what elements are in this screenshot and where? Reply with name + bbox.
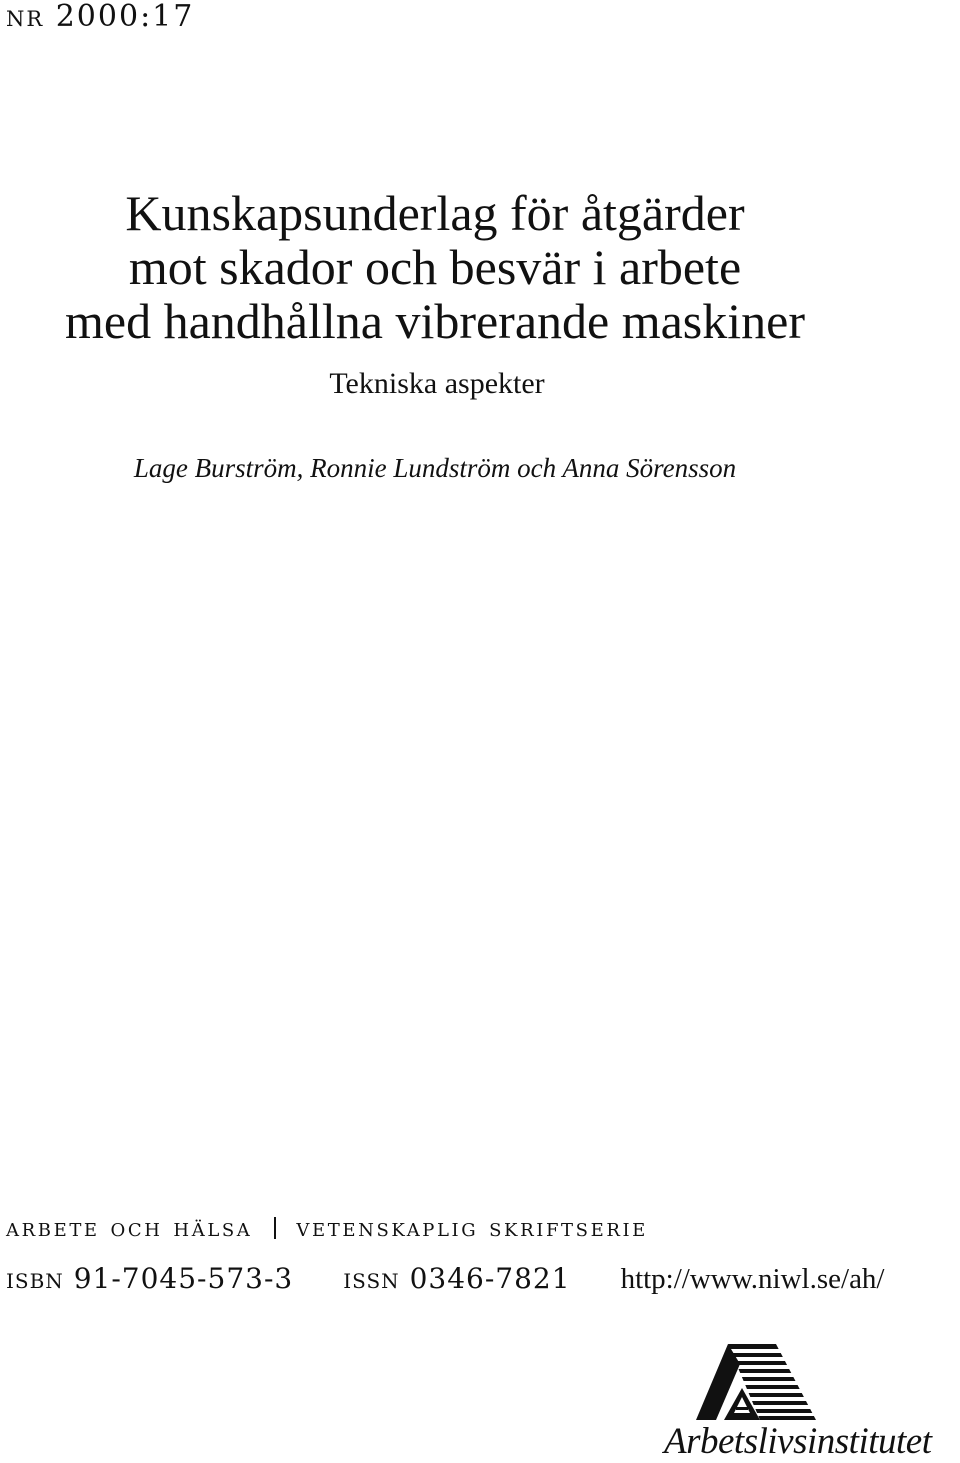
title-line-1: Kunskapsunderlag för åtgärder (125, 185, 745, 241)
series-line (6, 1211, 648, 1245)
institute-logo-icon (696, 1344, 816, 1424)
website-url[interactable]: http://www.niwl.se/ah/ (620, 1263, 885, 1295)
series-name: arbete och hälsa (6, 1213, 253, 1243)
arbetslivsinstitutet-logo (662, 1344, 958, 1463)
identifiers (6, 1261, 885, 1297)
series-divider (274, 1217, 276, 1239)
title-line-2: mot skador och besvär i arbete (128, 239, 742, 295)
series-number: nr 2000:17 (6, 0, 195, 34)
document-subtitle: Tekniska aspekter (329, 367, 545, 400)
logo-wordmark: Arbetslivsinstitutet (664, 1421, 932, 1462)
document-title (0, 186, 870, 348)
title-line-3: med handhållna vibrerande maskiner (65, 293, 805, 349)
isbn: isbn 91-7045-573-3 (6, 1262, 294, 1295)
issn: issn 0346-7821 (343, 1262, 571, 1295)
authors: Lage Burström, Ronnie Lundström och Anna Sörensson (133, 453, 737, 483)
series-type: vetenskaplig skriftserie (296, 1213, 648, 1243)
